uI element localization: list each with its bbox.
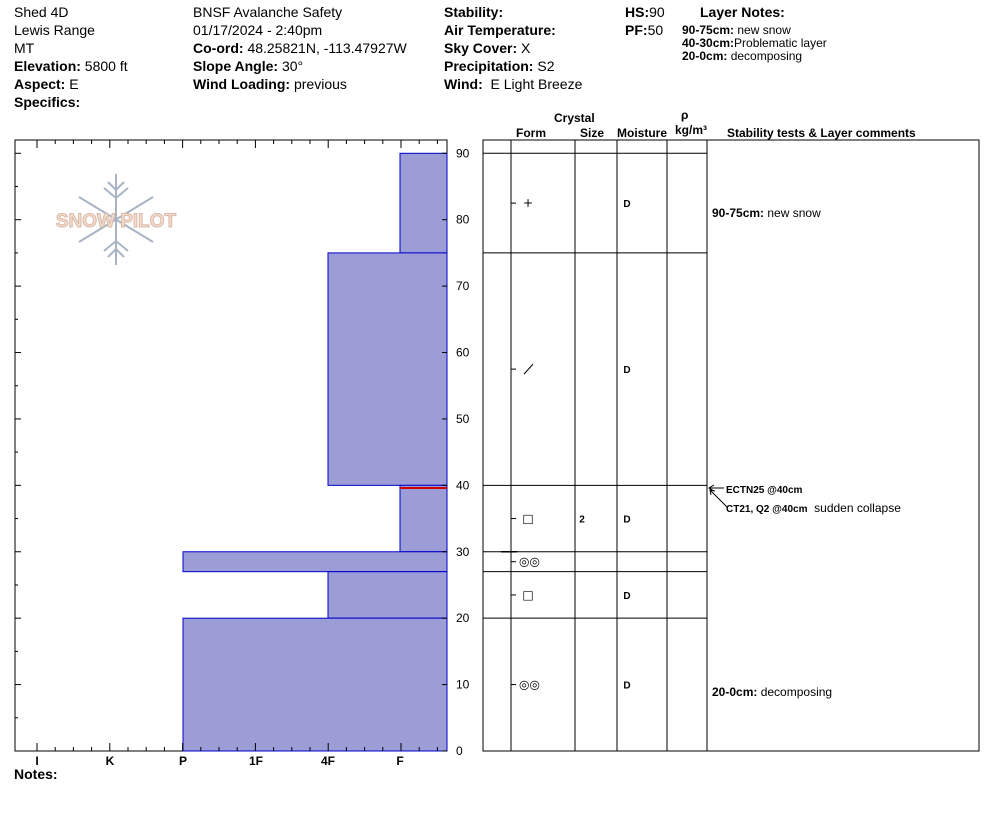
comment-1-range: 90-75cm: [712, 206, 765, 220]
hardness-label-P: P [178, 754, 188, 768]
stability-test-2-text: sudden collapse [814, 501, 901, 515]
comment-1-text: new snow [767, 206, 821, 220]
organization: BNSF Avalanche Safety [193, 4, 343, 20]
pf-value: 50 [647, 22, 664, 38]
wind-label: Wind: [444, 76, 483, 92]
wind-loading-value: previous [293, 76, 347, 92]
depth-tick-label-20: 20 [456, 611, 470, 626]
moisture-1: D [623, 365, 631, 377]
depth-tick-label-30: 30 [456, 544, 470, 559]
crystal-size-2: 2 [579, 514, 585, 526]
density-unit-header: kg/m³ [675, 123, 708, 137]
sky-value: X [521, 40, 531, 56]
rho-header: ρ [681, 108, 689, 122]
ct-leader [710, 490, 727, 507]
form-header: Form [516, 126, 546, 140]
pf-label: PF: [625, 22, 648, 38]
size-header: Size [580, 126, 605, 140]
depth-tick-label-70: 70 [456, 279, 470, 294]
comment-3-text: decomposing [760, 685, 833, 699]
layer-note-3-range: 20-0cm: [682, 49, 728, 63]
comment-3-range: 20-0cm: [712, 685, 758, 699]
wind-value: E Light Breeze [490, 76, 583, 92]
layer-note-2-text: Problematic layer [734, 36, 827, 50]
range-name: Lewis Range [14, 22, 95, 38]
table-layer-rows [483, 153, 707, 691]
table-frame [483, 140, 979, 751]
aspect-label: Aspect: [14, 76, 66, 92]
depth-tick-label-40: 40 [456, 478, 470, 493]
notes-label: Notes: [14, 766, 58, 782]
layer-note-1-text: new snow [737, 23, 791, 37]
hardness-label-I: I [35, 754, 39, 768]
moisture-4: D [623, 590, 631, 602]
depth-tick-label-0: 0 [456, 744, 463, 758]
moisture-0: D [623, 199, 631, 211]
moisture-2: D [623, 514, 631, 526]
crystal-form-3: ◎◎ [519, 554, 540, 569]
air-temp-label: Air Temperature: [444, 22, 556, 38]
hardness-bar-2 [400, 485, 447, 551]
state-name: MT [14, 40, 35, 56]
layer-note-2-range: 40-30cm: [682, 36, 735, 50]
moisture-header: Moisture [617, 126, 668, 140]
stability-test-2 [726, 500, 901, 518]
precip-value: S2 [537, 58, 555, 74]
crystal-form-1 [524, 364, 533, 374]
crystal-header: Crystal [554, 111, 595, 125]
depth-tick-label-90: 90 [456, 146, 470, 161]
specifics-label: Specifics: [14, 94, 81, 110]
crystal-form-5: ◎◎ [519, 677, 540, 692]
layer-note-1-range: 90-75cm: [682, 23, 735, 37]
elevation-value: 5800 ft [84, 58, 128, 74]
site-name: Shed 4D [14, 4, 69, 20]
layer-notes-title: Layer Notes: [700, 4, 785, 20]
stability-test-1: ECTN25 @40cm [726, 485, 803, 496]
sky-label: Sky Cover: [444, 40, 518, 56]
crystal-form-2: □ [522, 511, 534, 526]
side-ticks [15, 153, 21, 718]
hardness-label-1F: 1F [248, 754, 264, 768]
aspect-value: E [69, 76, 79, 92]
slope-label: Slope Angle: [193, 58, 279, 74]
hs-value: 90 [649, 4, 665, 20]
depth-tick-label-80: 80 [456, 212, 470, 227]
hardness-bar-5 [183, 618, 447, 751]
hardness-label-4F: 4F [320, 754, 336, 768]
stability-test-2-code: CT21, Q2 @40cm [726, 504, 808, 515]
hardness-bars [183, 153, 447, 751]
coord-value: 48.25821N, -113.47927W [247, 40, 407, 56]
hardness-bar-1 [328, 253, 447, 485]
depth-tick-label-50: 50 [456, 411, 470, 426]
wind-loading-label: Wind Loading: [193, 76, 291, 92]
logo-text: SNOW PILOT [55, 211, 177, 232]
crystal-form-4: □ [522, 587, 534, 602]
snow-pilot-logo [56, 174, 177, 265]
hardness-bar-0 [400, 153, 447, 253]
hardness-label-K: K [105, 754, 115, 768]
crystal-table [483, 140, 979, 751]
elevation-label: Elevation: [14, 58, 81, 74]
depth-tick-label-10: 10 [456, 677, 470, 692]
depth-tick-label-60: 60 [456, 345, 470, 360]
stability-header: Stability tests & Layer comments [727, 126, 916, 140]
comment-1 [712, 205, 821, 222]
coord-label: Co-ord: [193, 40, 244, 56]
stability-test-arrows [709, 485, 727, 507]
observation-datetime: 01/17/2024 - 2:40pm [193, 22, 323, 38]
moisture-5: D [623, 680, 631, 692]
hs-label: HS: [625, 4, 650, 20]
layer-note-3-text: decomposing [730, 49, 803, 63]
hardness-label-F: F [396, 754, 404, 768]
hardness-bar-4 [328, 572, 447, 618]
precip-label: Precipitation: [444, 58, 534, 74]
slope-value: 30° [281, 58, 304, 74]
crystal-form-0: + [522, 196, 534, 211]
comment-3 [712, 684, 832, 701]
stability-label: Stability: [444, 4, 504, 20]
hardness-bar-3 [183, 552, 447, 572]
